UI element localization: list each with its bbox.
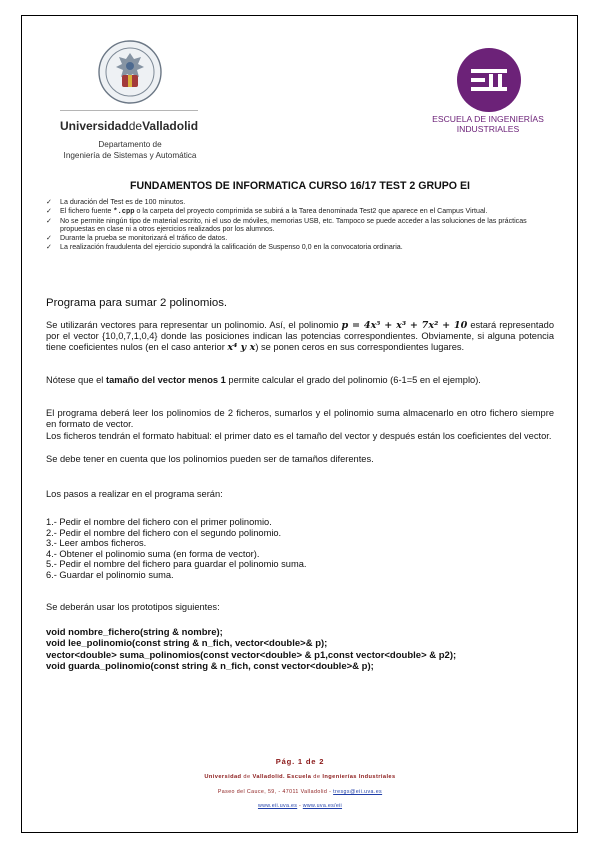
page-number: Pág. 1 de 2 bbox=[275, 757, 325, 766]
rule-item bbox=[46, 234, 561, 243]
text: Se utilizarán vectores para representar un polinomio. Así, el polinomio bbox=[46, 320, 342, 330]
check-icon: ✓ bbox=[46, 198, 52, 206]
formula: p = 4x⁵ + x³ + 7x² + 10 bbox=[341, 320, 468, 331]
text: Paseo del Cauce, 59, - 47011 Valladolid - bbox=[217, 789, 334, 795]
text: Ingenierías Industriales bbox=[322, 774, 396, 780]
text: estará representado por el vector {10,0,7,1,0,4} donde las posiciones indican las potencias correspondientes. Obviamente, si alguna potencia tiene coeficientes nulos (en el caso anterior bbox=[46, 320, 554, 353]
eii-glyph-icon bbox=[457, 48, 521, 112]
text: de bbox=[313, 774, 321, 780]
prototypes-list bbox=[46, 627, 566, 673]
paragraph-task: El programa deberá leer los polinomios de 2 ficheros, sumarlos y el polinomio suma almacenarlo en otro fichero siempre en formato de vector. bbox=[46, 408, 554, 430]
list-item: 4.- Obtener el polinomio suma (en forma de vector). bbox=[46, 548, 260, 559]
list-item: 1.- Pedir el nombre del fichero con el primer polinomio. bbox=[46, 517, 272, 527]
footer-institution bbox=[30, 774, 570, 780]
school-line1: ESCUELA DE INGENIERÍAS bbox=[432, 114, 544, 124]
rules-list bbox=[46, 198, 561, 252]
check-icon: ✓ bbox=[46, 206, 52, 215]
code-text: *.cpp bbox=[113, 207, 135, 216]
page-title: FUNDAMENTOS DE INFORMATICA CURSO 16/17 TEST 2 GRUPO EI bbox=[129, 180, 471, 192]
website-link[interactable]: www.eii.uva.es bbox=[257, 803, 298, 809]
rule-text: Durante la prueba se monitorizará el tráfico de datos. bbox=[60, 234, 228, 243]
paragraph-prototypes-intro: Se deberán usar los prototipos siguientes: bbox=[46, 602, 220, 612]
footer-web bbox=[30, 803, 570, 809]
rule-item bbox=[46, 243, 561, 252]
university-place: Valladolid bbox=[142, 119, 199, 133]
email-link[interactable]: tresgs@eii.uva.es bbox=[333, 789, 383, 795]
prototype-line: vector<double> suma_polinomios(const vector<double> & p1,const vector<double> & p2); bbox=[46, 649, 457, 661]
school-name bbox=[410, 114, 566, 134]
website-link[interactable]: www.uva.es/eii bbox=[302, 803, 343, 809]
department-line1: Departamento de bbox=[98, 140, 162, 149]
university-bold: Universidad bbox=[60, 119, 129, 133]
rule-text: La realización fraudulenta del ejercicio supondrá la calificación de Suspenso 0,0 en la convocatoria ordinaria. bbox=[60, 242, 403, 251]
rule-text: o la carpeta del proyecto comprimida se subirá a la Tarea denominada Test2 que aparece en el Campus Virtual. bbox=[134, 206, 488, 215]
university-de: de bbox=[128, 119, 143, 133]
check-icon: ✓ bbox=[46, 216, 52, 225]
school-line2: INDUSTRIALES bbox=[456, 124, 520, 134]
university-seal-icon bbox=[97, 39, 163, 105]
rule-item bbox=[46, 217, 561, 235]
list-item: 2.- Pedir el nombre del fichero con el segundo polinomio. bbox=[46, 527, 282, 538]
steps-list bbox=[46, 517, 554, 581]
check-icon: ✓ bbox=[46, 234, 52, 243]
list-item: 5.- Pedir el nombre del fichero para guardar el polinomio suma. bbox=[46, 559, 307, 570]
section-heading: Programa para sumar 2 polinomios. bbox=[46, 297, 228, 309]
text: ) se ponen ceros en sus correspondientes lugares. bbox=[255, 342, 465, 353]
paragraph-note bbox=[46, 375, 554, 386]
paragraph-representation bbox=[46, 320, 554, 353]
list-item: 6.- Guardar el polinomio suma. bbox=[46, 569, 174, 580]
text: de bbox=[243, 774, 251, 780]
paragraph-sizes: Se debe tener en cuenta que los polinomios pueden ser de tamaños diferentes. bbox=[46, 454, 374, 464]
rule-text: El fichero fuente bbox=[60, 206, 114, 215]
text: Universidad bbox=[204, 774, 242, 780]
text: Nótese que el bbox=[46, 375, 106, 385]
text: Valladolid. Escuela bbox=[252, 774, 312, 780]
bold-text: tamaño del vector menos 1 bbox=[105, 375, 226, 385]
rule-text: No se permite ningún tipo de material escrito, ni el uso de móviles, memorias USB, etc. Tampoco se puede acceder a las soluciones de las prácticas propuestas en clase ni a otros ejercicios realizados por los alumnos. bbox=[60, 216, 527, 234]
footer-address bbox=[30, 789, 570, 795]
rule-item bbox=[46, 198, 561, 207]
text: permite calcular el grado del polinomio (6-1=5 en el ejemplo). bbox=[225, 375, 481, 385]
prototype-line: void lee_polinomio(const string & n_fich, vector<double>& p); bbox=[46, 638, 328, 650]
department-line2: Ingeniería de Sistemas y Automática bbox=[63, 151, 197, 160]
university-name bbox=[60, 119, 198, 133]
prototype-line: void guarda_polinomio(const string & n_fich, const vector<double>& p); bbox=[46, 661, 374, 673]
check-icon: ✓ bbox=[46, 242, 52, 251]
rule-item bbox=[46, 207, 561, 217]
prototype-line: void nombre_fichero(string & nombre); bbox=[46, 627, 223, 638]
list-item: 3.- Leer ambos ficheros. bbox=[46, 538, 147, 549]
formula: x⁴ y x bbox=[227, 342, 256, 354]
paragraph-format: Los ficheros tendrán el formato habitual: el primer dato es el tamaño del vector y después están los coeficientes del vector. bbox=[46, 431, 552, 441]
divider bbox=[60, 110, 198, 111]
paragraph-steps-intro: Los pasos a realizar en el programa serán: bbox=[46, 489, 223, 499]
eii-logo-icon bbox=[457, 48, 521, 112]
text: - bbox=[297, 803, 303, 809]
rule-text: La duración del Test es de 100 minutos. bbox=[60, 198, 186, 206]
